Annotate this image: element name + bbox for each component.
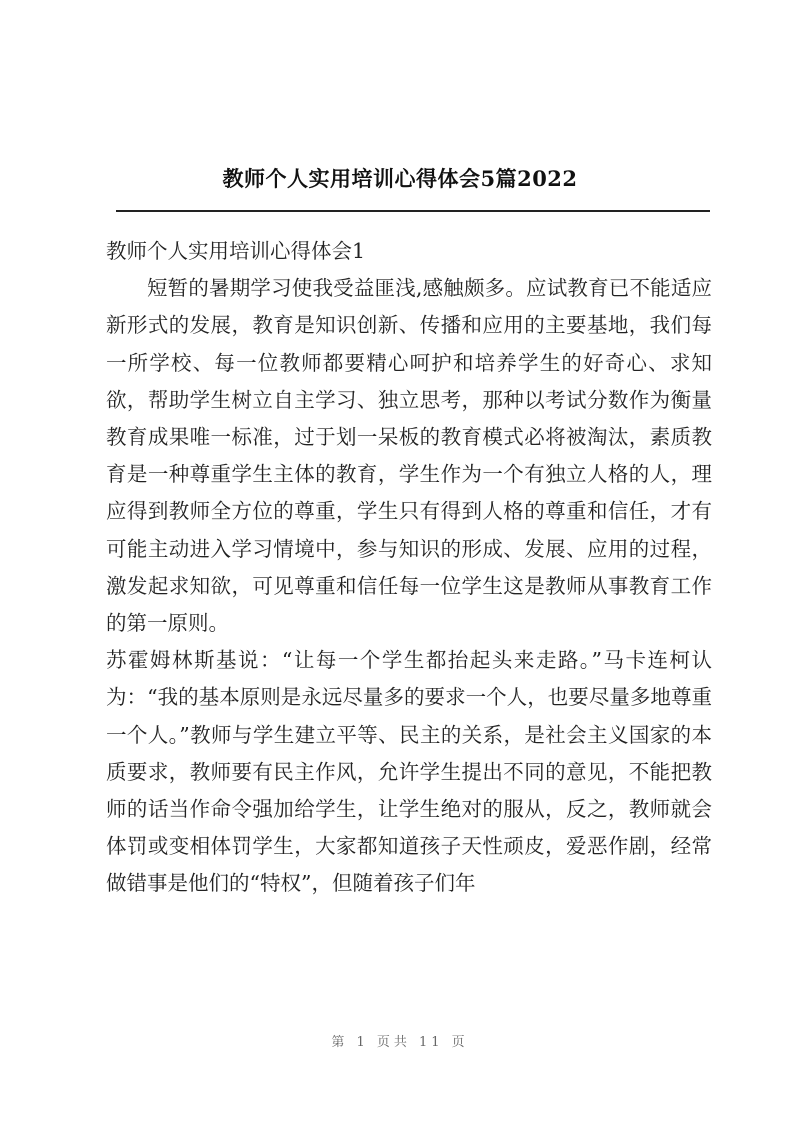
paragraph: 短暂的暑期学习使我受益匪浅,感触颇多。应试教育已不能适应新形式的发展，教育是知识创新、传播和应用的主要基地，我们每一所学校、每一位教师都要精心呵护和培养学生的好奇心、求知欲，帮助学生树立自主学习、独立思考，那种以考试分数作为衡量教育成果唯一标准，过于划一呆板的教育模式必将被淘汰，素质教育是一种尊重学生主体的教育，学生作为一个有独立人格的人，理应得到教师全方位的尊重，学生只有得到人格的尊重和信任，才有可能主动进入学习情境中，参与知识的形成、发展、应用的过程，激发起求知欲，可见尊重和信任每一位学生这是教师从事教育工作的第一原则。 bbox=[106, 276, 712, 636]
paragraph: 苏霍姆林斯基说：“让每一个学生都抬起头来走路。”马卡连柯认为：“我的基本原则是永远尽量多的要求一个人，也要尽量多地尊重一个人。”教师与学生建立平等、民主的关系，是社会主义国家的本质要求，教师要有民主作风，允许学生提出不同的意见，不能把教师的话当作命令强加给学生，让学生绝对的服从，反之，教师就会体罚或变相体罚学生，大家都知道孩子天性顽皮，爱恶作剧，经常做错事是他们的“特权”，但随着孩子们年 bbox=[106, 648, 712, 896]
page-number-footer: 第 1 页共 11 页 bbox=[331, 1035, 469, 1050]
document-body bbox=[106, 233, 712, 903]
document-title: 教师个人实用培训心得体会5篇2022 bbox=[222, 166, 578, 191]
section-heading: 教师个人实用培训心得体会1 bbox=[106, 239, 366, 263]
title-divider bbox=[116, 210, 710, 212]
